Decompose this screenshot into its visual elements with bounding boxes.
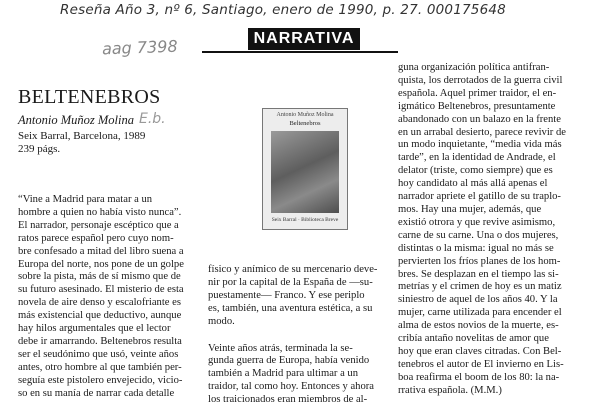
- text-line: un modo inquietante, “media vida más: [398, 139, 562, 151]
- text-line: traidor, tal como hoy. Entonces y ahora: [208, 381, 374, 393]
- book-cover-image: [262, 108, 348, 230]
- text-line: novela de aire denso y escalofriante es: [18, 297, 181, 309]
- section-label: NARRATIVA: [248, 28, 360, 50]
- book-author: Antonio Muñoz Molina: [18, 113, 134, 127]
- text-line: tenebros el autor de El invierno en Lis-: [398, 358, 564, 370]
- text-line: hoy que eran claves citradas. Con Bel-: [398, 345, 562, 357]
- text-line: guna organización política antifran-: [398, 62, 550, 73]
- text-line: rrativa española. (M.M.): [398, 384, 502, 396]
- text-line: boa reafirma el boom de los 80: la na-: [398, 371, 560, 383]
- text-line: bre confesado a mitad del libro suena a: [18, 245, 184, 257]
- cover-title: Beltenebros: [289, 120, 321, 127]
- text-line: hay hilos argumentales que el lector: [18, 323, 171, 335]
- pages-line: 239 págs.: [18, 143, 61, 155]
- text-line: Europa del norte, nos pone de un golpe: [18, 258, 184, 270]
- text-line: existió otrora y que revive asimismo,: [398, 216, 556, 228]
- text-line: española. Aquel primer traidor, el en-: [398, 87, 557, 99]
- text-line: es, también, una aventura estética, a su: [208, 302, 373, 314]
- article-column-2: [208, 264, 388, 407]
- text-line: modo.: [208, 315, 235, 327]
- catalog-number-stamp: aag 7398: [101, 36, 178, 59]
- text-line: alma de estos novios de la muerte, es-: [398, 320, 559, 332]
- text-line: seguía este pistolero envejecido, vicio-: [18, 374, 183, 386]
- text-line: quista, los derrotados de la guerra civil: [398, 74, 563, 86]
- text-line: en un arrabal desierto, parece revivir de: [398, 126, 566, 138]
- text-line: tarde”, en la identidad de Andrade, el: [398, 152, 556, 164]
- text-line: más existencial que deductivo, aunque: [18, 310, 182, 322]
- text-line: físico y anímico de su mercenario deve-: [208, 264, 378, 275]
- publisher-line: Seix Barral, Barcelona, 1989: [18, 130, 146, 142]
- text-line: siniestro de aquel de los años 40. Y la: [398, 294, 558, 306]
- text-line: delator (triste, como siempre) que es: [398, 165, 553, 177]
- text-line: metrías y el crimen de hoy es un matiz: [398, 281, 562, 293]
- text-line: abandonado con un balazo en la frente: [398, 113, 561, 125]
- text-line: bres. Se desplazan en el tiempo las si-: [398, 268, 559, 280]
- text-line: gunda guerra de Europa, había venido: [208, 355, 370, 367]
- text-line: distintas o la misma: igual no más se: [398, 242, 554, 254]
- text-line: narrador apriete el gatillo de su traplo-: [398, 191, 561, 203]
- book-title: BELTENEBROS: [18, 86, 161, 108]
- text-line: pervierten los fríos planes de los hom-: [398, 255, 561, 267]
- text-line: mujer, carne utilizada para encender el: [398, 307, 562, 319]
- text-line: cribía antaño novelitas de amor que: [398, 333, 549, 345]
- section-rule: [202, 51, 398, 53]
- text-line: igmático Beltenebros, presuntamente: [398, 100, 556, 112]
- text-line: ser el seudónimo que usó, veinte años: [18, 348, 179, 360]
- cover-author: Antonio Muñoz Molina: [276, 112, 334, 118]
- text-line: antes, otro hombre al que también per-: [18, 361, 182, 373]
- text-line: sobre la pista, más de sí mismo que de: [18, 271, 181, 283]
- text-line: Veinte años atrás, terminada la se-: [208, 342, 353, 354]
- text-line: debe ir amarrando. Beltenebros resulta: [18, 335, 182, 347]
- cover-publisher: Seix Barral · Biblioteca Breve: [271, 217, 339, 223]
- text-line: mos. Hay una mujer, además, que: [398, 203, 542, 215]
- text-line: hoy candidato al más allá apenas el: [398, 178, 548, 190]
- publication-info: [18, 130, 145, 156]
- text-line: carne de su carne. Una o dos mujeres,: [398, 229, 559, 241]
- cover-artwork: [271, 131, 339, 213]
- text-line: nir por la capital de la España de —su-: [208, 276, 373, 288]
- handwritten-initials: E.b.: [139, 111, 166, 127]
- article-column-1: [18, 194, 210, 401]
- text-line: puestamente— Franco. Y ese periplo: [208, 289, 365, 301]
- handwritten-citation-note: Reseña Año 3, nº 6, Santiago, enero de 1990, p. 27. 000175648: [60, 2, 506, 18]
- text-line: también a Madrid para ultimar a un: [208, 368, 359, 380]
- text-line: El narrador, personaje escéptico que a: [18, 219, 179, 231]
- text-line: ratos parece español pero cuyo nom-: [18, 232, 174, 244]
- text-line: “Vine a Madrid para matar a un: [18, 194, 153, 205]
- text-line: hombre a quien no había visto nunca”.: [18, 206, 182, 218]
- article-column-3: [398, 62, 592, 398]
- paragraph-break: [208, 329, 388, 343]
- text-line: los traicionados eran miembros de al-: [208, 394, 368, 406]
- text-line: so en su manía de narrar cada detalle: [18, 387, 175, 399]
- text-line: su futuro asesinado. El misterio de esta: [18, 284, 184, 296]
